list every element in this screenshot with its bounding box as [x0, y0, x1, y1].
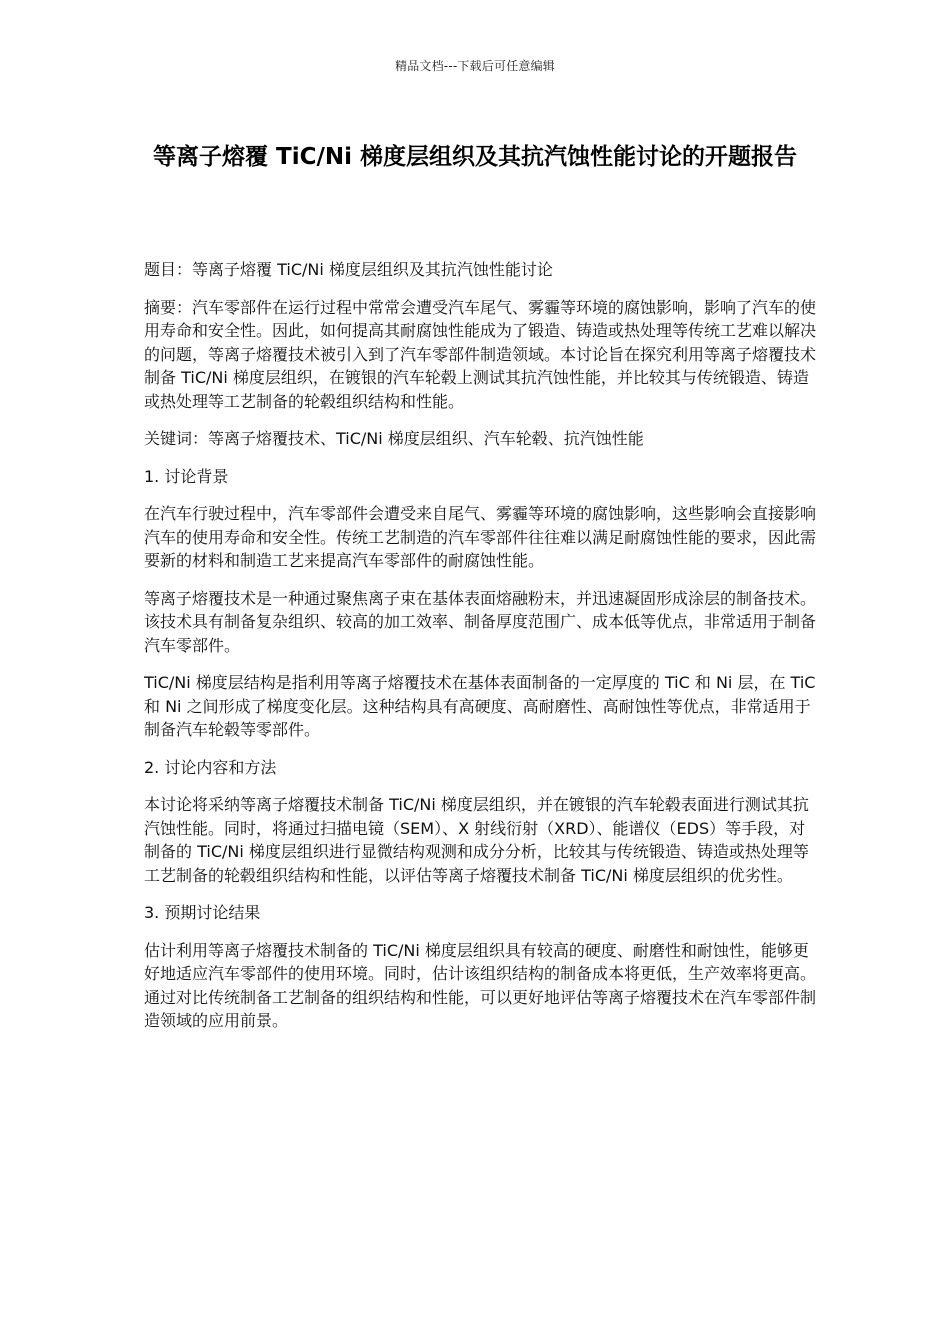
- results-paragraph: 估计利用等离子熔覆技术制备的 TiC/Ni 梯度层组织具有较高的硬度、耐磨性和耐蚀性，能够更好地适应汽车零部件的使用环境。同时，估计该组织结构的制备成本将更低，生产效率将更高。通过对比传统制备工艺制备的组织结构和性能，可以更好地评估等离子熔覆技术在汽车零部件制造领域的应用前景。: [144, 940, 817, 1030]
- document-body: [144, 258, 816, 1047]
- subject-line: 题目：等离子熔覆 TiC/Ni 梯度层组织及其抗汽蚀性能讨论: [144, 260, 553, 279]
- section-heading-background: 1. 讨论背景: [144, 466, 229, 486]
- methods-paragraph: 本讨论将采纳等离子熔覆技术制备 TiC/Ni 梯度层组织，并在镀银的汽车轮毂表面进行测试其抗汽蚀性能。同时，将通过扫描电镜（SEM）、X 射线衍射（XRD）、能谱仪（EDS）等手段，对制备的 TiC/Ni 梯度层组织进行显微结构观测和成分分析，比较其与传统锻造、铸造或热处理等工艺制备的轮毂组织结构和性能，以评估等离子熔覆技术制备 TiC/Ni 梯度层组织的优劣性。: [144, 795, 809, 885]
- background-paragraph: 在汽车行驶过程中，汽车零部件会遭受来自尾气、雾霾等环境的腐蚀影响，这些影响会直接影响汽车的使用寿命和安全性。传统工艺制造的汽车零部件往往难以满足耐腐蚀性能的要求，因此需要新的材料和制造工艺来提高汽车零部件的耐腐蚀性能。: [144, 504, 817, 570]
- header-note: 精品文档---下载后可任意编辑: [395, 59, 555, 73]
- keywords-line: 关键词：等离子熔覆技术、TiC/Ni 梯度层组织、汽车轮毂、抗汽蚀性能: [144, 429, 644, 448]
- document-title: 等离子熔覆 TiC/Ni 梯度层组织及其抗汽蚀性能讨论的开题报告: [153, 144, 797, 170]
- section-heading-methods: 2. 讨论内容和方法: [144, 757, 277, 777]
- abstract-paragraph: 摘要：汽车零部件在运行过程中常常会遭受汽车尾气、雾霾等环境的腐蚀影响，影响了汽车的使用寿命和安全性。因此，如何提高其耐腐蚀性能成为了锻造、铸造或热处理等传统工艺难以解决的问题，等离子熔覆技术被引入到了汽车零部件制造领域。本讨论旨在探究利用等离子熔覆技术制备 TiC/Ni 梯度层组织，在镀银的汽车轮毂上测试其抗汽蚀性能，并比较其与传统锻造、铸造或热处理等工艺制备的轮毂组织结构和性能。: [144, 297, 817, 411]
- section-heading-results: 3. 预期讨论结果: [144, 903, 261, 922]
- background-paragraph: 等离子熔覆技术是一种通过聚焦离子束在基体表面熔融粉末，并迅速凝固形成涂层的制备技术。该技术具有制备复杂组织、较高的加工效率、制备厚度范围广、成本低等优点，非常适用于制备汽车零部件。: [144, 588, 817, 655]
- background-paragraph: TiC/Ni 梯度层结构是指利用等离子熔覆技术在基体表面制备的一定厚度的 TiC 和 Ni 层，在 TiC 和 Ni 之间形成了梯度变化层。这种结构具有高硬度、高耐磨性、高耐蚀性等优点，非常适用于制备汽车轮毂等零部件。: [144, 673, 816, 739]
